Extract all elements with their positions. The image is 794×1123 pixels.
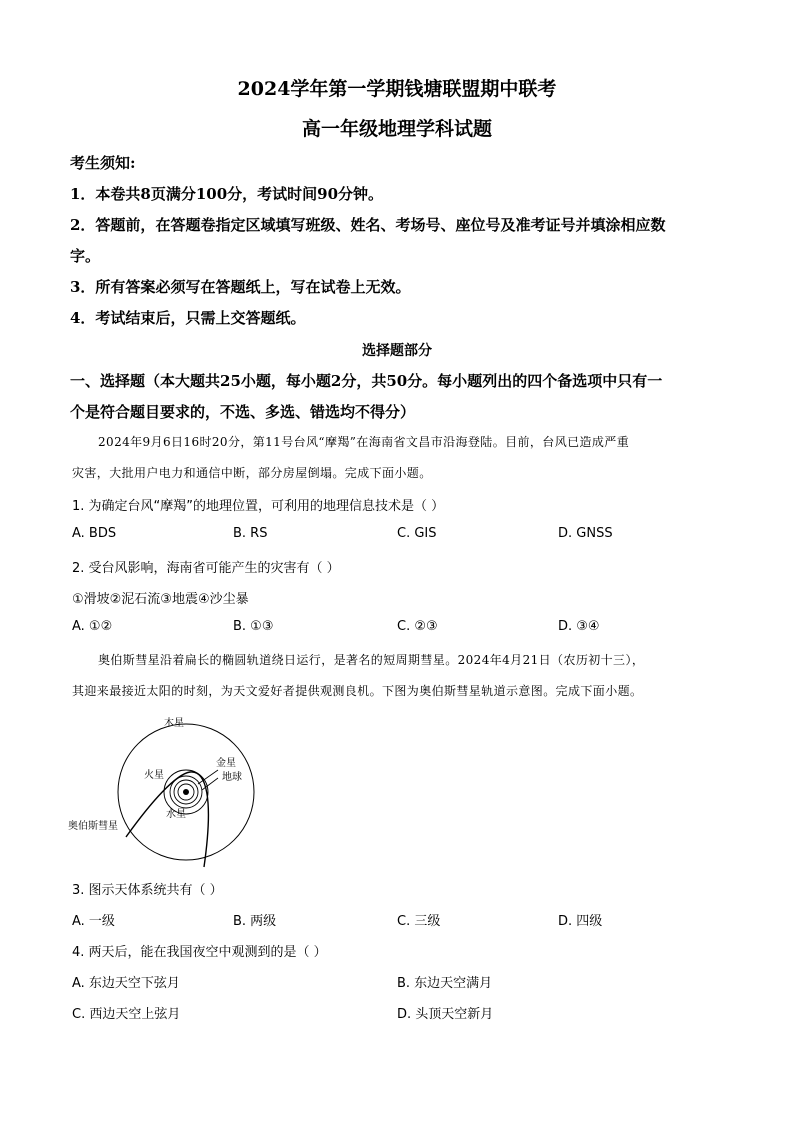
- q4-option-d: D. 头顶天空新月: [397, 1007, 494, 1022]
- exam-subtitle: 高一年级地理学科试题: [301, 118, 492, 140]
- q2-choices: ①滑坡②泥石流③地震④沙尘暴: [72, 592, 249, 607]
- label-mars: 火星: [144, 770, 164, 781]
- notice-item-2-cont: 字。: [70, 247, 101, 265]
- q4-stem: 4. 两天后，能在我国夜空中观测到的是（ ）: [72, 945, 327, 960]
- q2-stem: 2. 受台风影响，海南省可能产生的灾害有（ ）: [72, 561, 340, 576]
- q2-option-b: B. ①③: [233, 619, 274, 634]
- label-earth: 地球: [222, 772, 242, 783]
- notice-item-3: 3．所有答案必须写在答题纸上，写在试卷上无效。: [70, 278, 411, 296]
- material2-line1: 奥伯斯彗星沿着扁长的椭圆轨道绕日运行，是著名的短周期彗星。2024年4月21日（农历初十三），: [98, 653, 645, 667]
- part1-heading: 一、选择题（本大题共25小题，每小题2分，共50分。每小题列出的四个备选项中只有一: [70, 372, 663, 390]
- q2-option-d: D. ③④: [558, 619, 600, 634]
- q3-option-a: A. 一级: [72, 914, 115, 929]
- material1-line2: 灾害，大批用户电力和通信中断，部分房屋倒塌。完成下面小题。: [72, 466, 432, 480]
- notice-item-2: 2．答题前，在答题卷指定区域填写班级、姓名、考场号、座位号及准考证号并填涂相应数: [70, 216, 666, 234]
- label-comet: 奥伯斯彗星: [68, 821, 118, 832]
- q3-option-d: D. 四级: [558, 914, 603, 929]
- material2-line2: 其迎来最接近太阳的时刻，为天文爱好者提供观测良机。下图为奥伯斯彗星轨道示意图。完成下面小题。: [72, 684, 643, 698]
- sun-icon: [183, 789, 189, 795]
- part1-heading-cont: 个是符合题目要求的，不选、多选、错选均不得分）: [70, 403, 416, 421]
- label-jupiter: 木星: [164, 718, 184, 729]
- q3-stem: 3. 图示天体系统共有（ ）: [72, 883, 223, 898]
- q1-option-d: D. GNSS: [558, 526, 613, 541]
- q4-option-a: A. 东边天空下弦月: [72, 976, 180, 991]
- comet-orbit-diagram: [66, 712, 316, 872]
- exam-title: 2024学年第一学期钱塘联盟期中联考: [237, 78, 557, 100]
- section-title: 选择题部分: [362, 343, 432, 359]
- label-mercury: 水星: [166, 809, 186, 820]
- q4-option-c: C. 西边天空上弦月: [72, 1007, 181, 1022]
- q1-option-b: B. RS: [233, 526, 268, 541]
- q1-option-a: A. BDS: [72, 526, 117, 541]
- notice-item-4: 4．考试结束后，只需上交答题纸。: [70, 309, 306, 327]
- notice-heading: 考生须知:: [70, 154, 136, 172]
- notice-item-1: 1．本卷共8页满分100分，考试时间90分钟。: [70, 185, 384, 203]
- q3-option-b: B. 两级: [233, 914, 277, 929]
- q2-option-c: C. ②③: [397, 619, 438, 634]
- q1-option-c: C. GIS: [397, 526, 437, 541]
- q1-stem: 1. 为确定台风“摩羯”的地理位置，可利用的地理信息技术是（ ）: [72, 499, 445, 514]
- q2-option-a: A. ①②: [72, 619, 113, 634]
- q4-option-b: B. 东边天空满月: [397, 976, 493, 991]
- q3-option-c: C. 三级: [397, 914, 441, 929]
- material1-line1: 2024年9月6日16时20分，第11号台风“摩羯”在海南省文昌市沿海登陆。目前，台风已造成严重: [98, 435, 630, 449]
- label-venus: 金星: [216, 758, 236, 769]
